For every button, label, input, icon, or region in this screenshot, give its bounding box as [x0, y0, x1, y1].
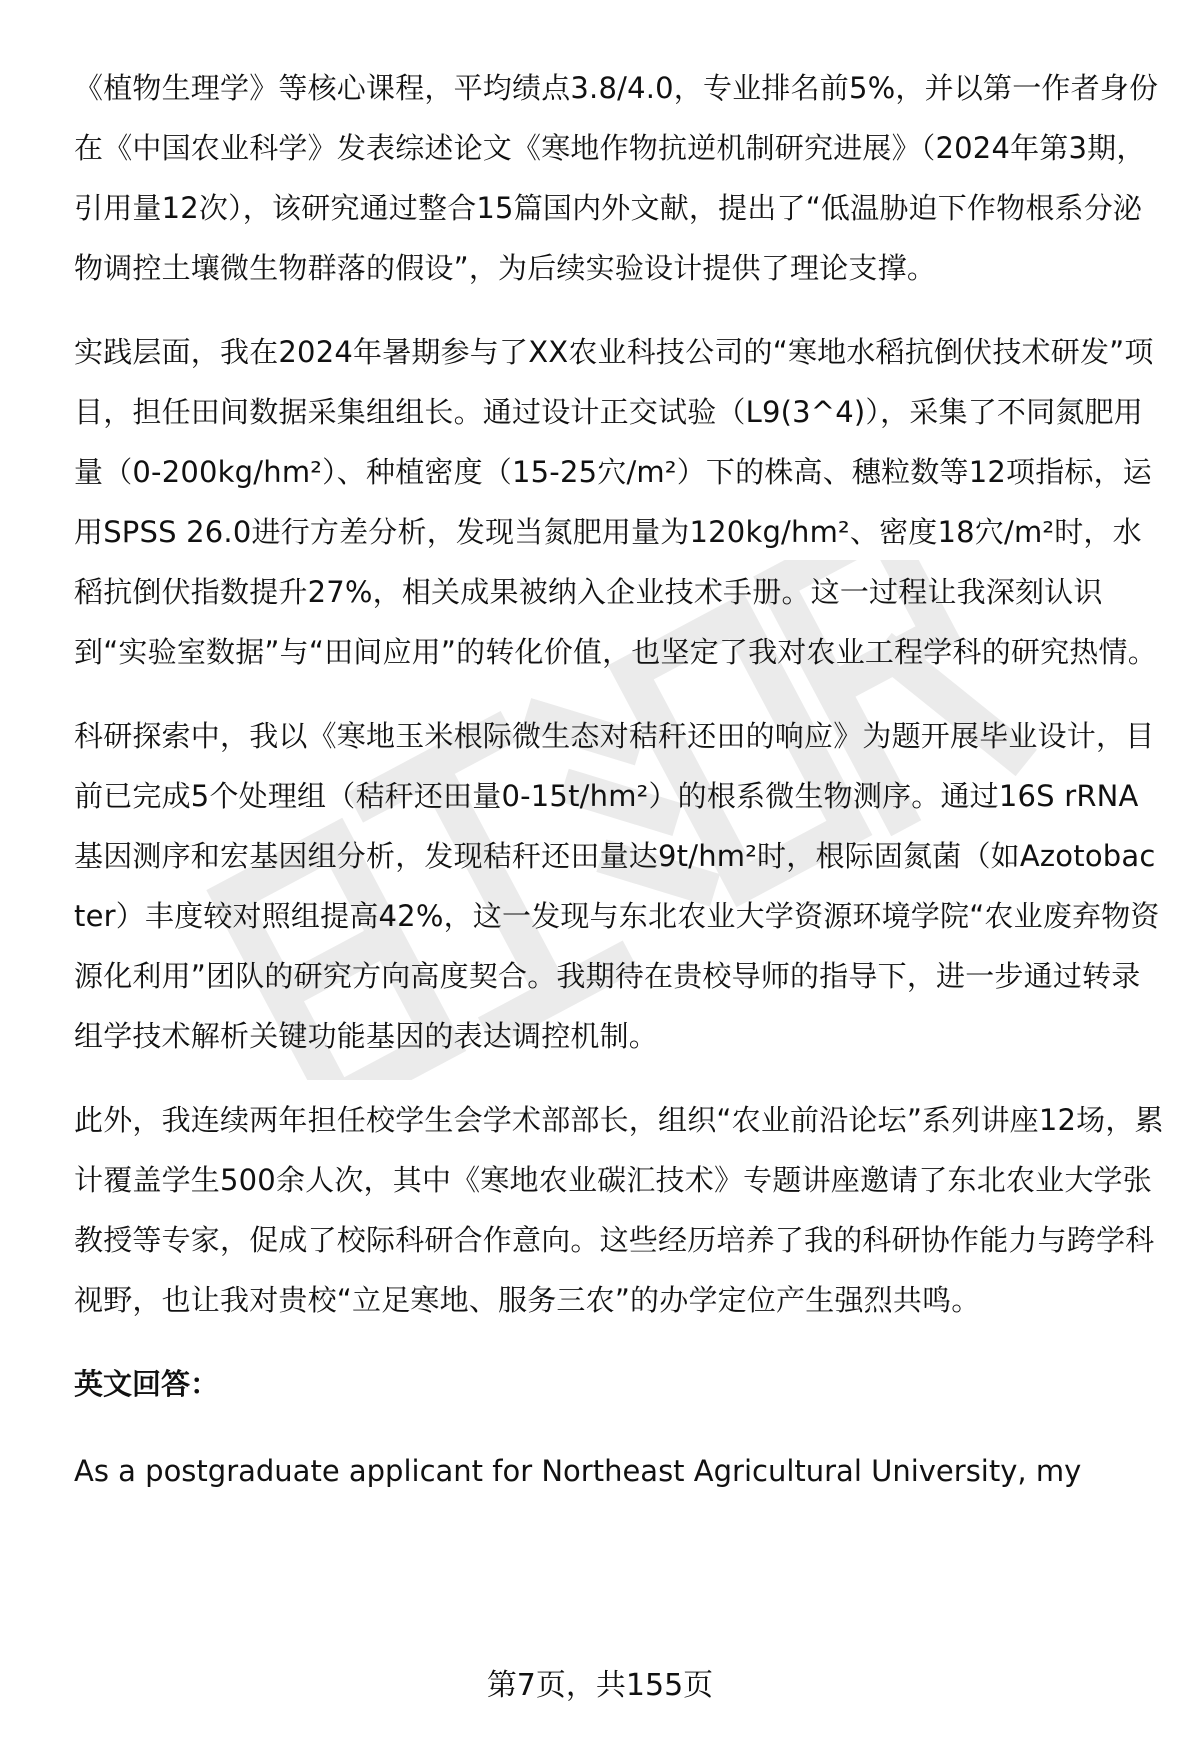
paragraph-2: 实践层面，我在2024年暑期参与了XX农业科技公司的“寒地水稻抗倒伏技术研发”项目，担任田间数据采集组组长。通过设计正交试验（L9(3^4)），采集了不同氮肥用量（0-200kg/hm²）、种植密度（15-25穴/m²）下的株高、穗粒数等12项指标，运用SPSS 26.0进行方差分析，发现当氮肥用量为120kg/hm²、密度18穴/m²时，水稻抗倒伏指数提升27%，相关成果被纳入企业技术手册。这一过程让我深刻认识到“实验室数据”与“田间应用”的转化价值，也坚定了我对农业工程学科的研究热情。: [74, 335, 1157, 669]
page-number-footer: 第7页，共155页: [486, 1668, 714, 1703]
document-body: [74, 58, 1164, 1501]
english-answer-text: As a postgraduate applicant for Northeast Agricultural University, my: [74, 1454, 1082, 1488]
paragraph-3: 科研探索中，我以《寒地玉米根际微生态对秸秆还田的响应》为题开展毕业设计，目前已完成5个处理组（秸秆还田量0-15t/hm²）的根系微生物测序。通过16S rRNA基因测序和宏基因组分析，发现秸秆还田量达9t/hm²时，根际固氮菌（如Azotobacter）丰度较对照组提高42%，这一发现与东北农业大学资源环境学院“农业废弃物资源化利用”团队的研究方向高度契合。我期待在贵校导师的指导下，进一步通过转录组学技术解析关键功能基因的表达调控机制。: [74, 719, 1160, 1053]
paragraph-4: 此外，我连续两年担任校学生会学术部部长，组织“农业前沿论坛”系列讲座12场，累计覆盖学生500余人次，其中《寒地农业碳汇技术》专题讲座邀请了东北农业大学张教授等专家，促成了校际科研合作意向。这些经历培养了我的科研协作能力与跨学科视野，也让我对贵校“立足寒地、服务三农”的办学定位产生强烈共鸣。: [74, 1103, 1164, 1317]
paragraph-1: 《植物生理学》等核心课程，平均绩点3.8/4.0，专业排名前5%，并以第一作者身份在《中国农业科学》发表综述论文《寒地作物抗逆机制研究进展》（2024年第3期，引用量12次），该研究通过整合15篇国内外文献，提出了“低温胁迫下作物根系分泌物调控土壤微生物群落的假设”，为后续实验设计提供了理论支撑。: [74, 71, 1159, 285]
english-answer-heading: 英文回答：: [74, 1367, 220, 1401]
